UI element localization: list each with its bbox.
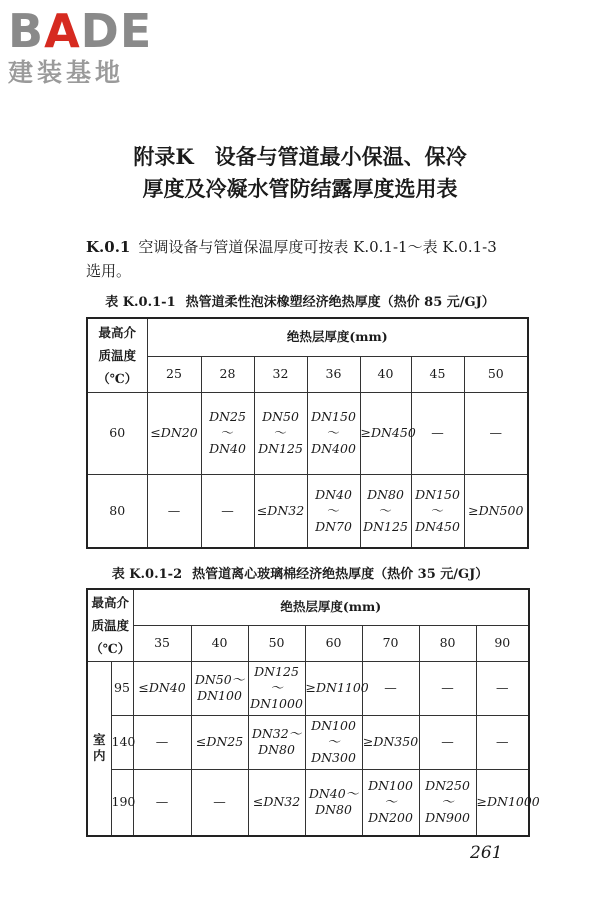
table1 — [86, 317, 529, 549]
table2-temp-cell: 140 — [111, 715, 133, 769]
table1-caption-number: 表 K.0.1-1 — [105, 295, 176, 310]
table2-caption-number: 表 K.0.1-2 — [111, 567, 183, 582]
table2-caption-text: 热管道离心玻璃棉经济绝热厚度（热价 35 元/GJ） — [192, 567, 489, 582]
logo-wordmark — [8, 6, 152, 56]
table2-thickness-col: 60 — [305, 625, 362, 661]
table1-thickness-col: 28 — [201, 356, 254, 392]
table2-cell: — — [476, 715, 529, 769]
table2-temp-cell: 95 — [111, 661, 133, 715]
table1-cell: — — [411, 392, 464, 474]
table1-temp-cell: 80 — [87, 474, 147, 548]
logo-subtitle: 建装基地 — [8, 58, 125, 87]
table2-cell: DN100～ DN200 — [362, 769, 419, 836]
logo-letters-de: DE — [80, 4, 153, 58]
table1-cell: — — [464, 392, 528, 474]
table1-cell: DN80 ～ DN125 — [360, 474, 411, 548]
table2-cell: ≤DN40 — [133, 661, 191, 715]
table1-cell: DN25 ～ DN40 — [201, 392, 254, 474]
table2-cell: ≥DN1000 — [476, 769, 529, 836]
table2-cell: — — [362, 661, 419, 715]
table2-cell: — — [476, 661, 529, 715]
table2-thickness-col: 40 — [191, 625, 248, 661]
table1-cell: DN150 ～ DN450 — [411, 474, 464, 548]
table-row — [87, 715, 529, 769]
table2-thickness-col: 80 — [419, 625, 476, 661]
table2-thickness-col: 50 — [248, 625, 305, 661]
table2-location-indoor: 室 内 — [87, 661, 111, 836]
table2-thickness-col: 70 — [362, 625, 419, 661]
table1-caption — [0, 294, 600, 312]
table1-temp-cell: 60 — [87, 392, 147, 474]
table1-thickness-col: 36 — [307, 356, 360, 392]
table2-cell: — — [133, 769, 191, 836]
table1-thickness-col: 25 — [147, 356, 201, 392]
bade-logo — [8, 6, 152, 88]
logo-letter-b: B — [8, 4, 45, 58]
clause-paragraph — [86, 236, 497, 258]
clause-text-line2: 选用。 — [86, 262, 132, 280]
table1-header-thickness: 绝热层厚度(mm) — [147, 318, 528, 356]
table2-header-medium-temp: 最高介 质温度 （℃） — [87, 589, 133, 661]
table-row — [87, 661, 529, 715]
table-row — [87, 392, 528, 474]
clause-text-line1: 空调设备与管道保温厚度可按表 K.0.1-1～表 K.0.1-3 — [138, 238, 497, 256]
table2-thickness-col: 90 — [476, 625, 529, 661]
table2-cell: DN50～ DN100 — [191, 661, 248, 715]
table2-cell: ≤DN25 — [191, 715, 248, 769]
table2-cell: ≤DN32 — [248, 769, 305, 836]
table1-caption-text: 热管道柔性泡沫橡塑经济绝热厚度（热价 85 元/GJ） — [185, 295, 495, 310]
table2-cell: DN100～ DN300 — [305, 715, 362, 769]
table2-cell: — — [133, 715, 191, 769]
table1-thickness-col: 40 — [360, 356, 411, 392]
clause-number: K.0.1 — [86, 238, 131, 256]
table2-cell: DN32～ DN80 — [248, 715, 305, 769]
table1-cell: — — [147, 474, 201, 548]
table1-cell: DN150 ～ DN400 — [307, 392, 360, 474]
table1-cell: ≤DN32 — [254, 474, 307, 548]
table-row — [87, 474, 528, 548]
table2 — [86, 588, 540, 837]
table2-cell: DN250～ DN900 — [419, 769, 476, 836]
table2-cell: ≥DN350 — [362, 715, 419, 769]
table1-cell: ≥DN450 — [360, 392, 411, 474]
table1-thickness-col: 32 — [254, 356, 307, 392]
appendix-title-line2: 厚度及冷凝水管防结露厚度选用表 — [142, 176, 458, 201]
table2-header-thickness: 绝热层厚度(mm) — [133, 589, 529, 625]
logo-letter-a: A — [44, 4, 81, 58]
table2-thickness-col: 35 — [133, 625, 191, 661]
table1-cell: DN40 ～ DN70 — [307, 474, 360, 548]
page-number: 261 — [470, 843, 503, 863]
table2-temp-cell: 190 — [111, 769, 133, 836]
table2-cell: ≥DN1100 — [305, 661, 362, 715]
table-row — [87, 769, 529, 836]
table1-cell: ≤DN20 — [147, 392, 201, 474]
table2-cell: DN125～ DN1000 — [248, 661, 305, 715]
table1-header-medium-temp: 最高介 质温度 （℃） — [87, 318, 147, 392]
table1-cell: ≥DN500 — [464, 474, 528, 548]
table2-caption — [0, 566, 600, 584]
table2-cell: — — [419, 661, 476, 715]
table2-cell: — — [191, 769, 248, 836]
table1-cell: DN50 ～ DN125 — [254, 392, 307, 474]
table1-thickness-col: 45 — [411, 356, 464, 392]
table2-cell: — — [419, 715, 476, 769]
table1-cell: — — [201, 474, 254, 548]
table1-thickness-col: 50 — [464, 356, 528, 392]
appendix-title-line1: 附录K 设备与管道最小保温、保冷 — [133, 144, 467, 169]
table2-cell: DN40～ DN80 — [305, 769, 362, 836]
